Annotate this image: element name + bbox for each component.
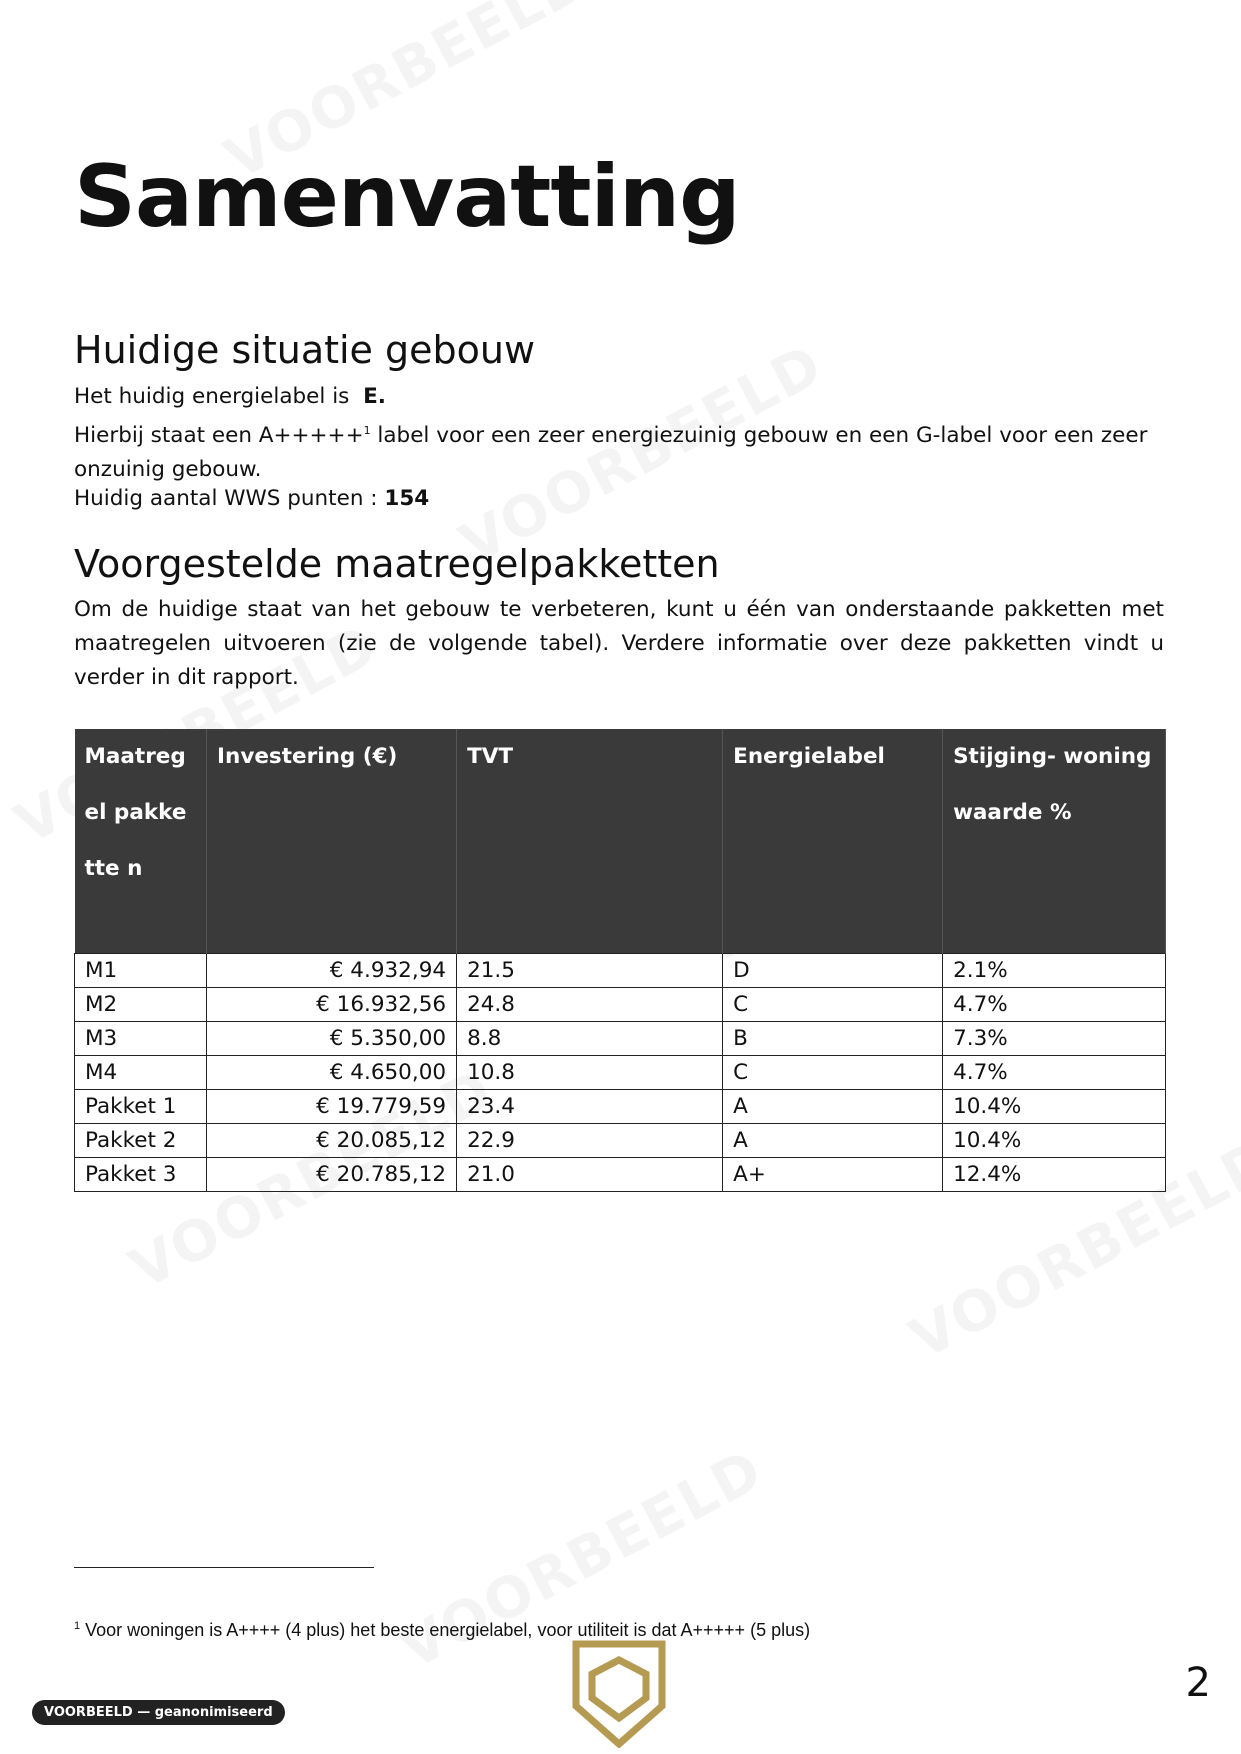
cell-package: Pakket 2: [75, 1124, 207, 1158]
cell-investment: € 16.932,56: [207, 988, 457, 1022]
cell-package: M2: [75, 988, 207, 1022]
cell-energylabel: A+: [723, 1158, 943, 1192]
footnote-text: Voor woningen is A++++ (4 plus) het beste energielabel, voor utiliteit is dat A+++++ (5 plus): [80, 1620, 811, 1640]
cell-package: M1: [75, 954, 207, 988]
cell-package: M3: [75, 1022, 207, 1056]
table-row: [75, 954, 1166, 988]
packages-intro: Om de huidige staat van het gebouw te verbeteren, kunt u één van onderstaande pakketten met maatregelen uitvoeren (zie de volgende tabel). Verdere informatie over deze pakketten vindt u verder in dit rapport.: [74, 597, 1164, 690]
page-number: 2: [1185, 1660, 1211, 1706]
cell-package: Pakket 1: [75, 1090, 207, 1124]
cell-package: M4: [75, 1056, 207, 1090]
cell-energylabel: A: [723, 1090, 943, 1124]
cell-investment: € 20.085,12: [207, 1124, 457, 1158]
cell-investment: € 5.350,00: [207, 1022, 457, 1056]
table-row: [75, 1056, 1166, 1090]
cell-energylabel: C: [723, 1056, 943, 1090]
cell-tvt: 10.8: [457, 1056, 723, 1090]
page-title: Samenvatting: [74, 147, 740, 247]
label-prefix: Het huidig energielabel is: [74, 384, 350, 409]
cell-package: Pakket 3: [75, 1158, 207, 1192]
cell-tvt: 21.5: [457, 954, 723, 988]
cell-tvt: 23.4: [457, 1090, 723, 1124]
cell-tvt: 21.0: [457, 1158, 723, 1192]
label-explanation-pre: Hierbij staat een A+++++: [74, 423, 364, 449]
example-badge: VOORBEELD — geanonimiseerd: [32, 1700, 285, 1725]
footnote: [74, 1620, 810, 1641]
table-row: [75, 1022, 1166, 1056]
table-row: [75, 988, 1166, 1022]
section-heading-packages: Voorgestelde maatregelpakketten: [74, 542, 720, 586]
section-heading-current: Huidige situatie gebouw: [74, 328, 536, 372]
table-header-row: [75, 729, 1166, 954]
cell-energylabel: D: [723, 954, 943, 988]
cell-tvt: 22.9: [457, 1124, 723, 1158]
current-label-line: [74, 380, 1164, 414]
cell-investment: € 20.785,12: [207, 1158, 457, 1192]
packages-table: [74, 729, 1166, 1192]
table-row: [75, 1158, 1166, 1192]
col-header-tvt: TVT: [457, 729, 723, 954]
footnote-divider: [74, 1567, 374, 1568]
wws-value: 154: [384, 486, 430, 511]
table-row: [75, 1124, 1166, 1158]
cell-energylabel: C: [723, 988, 943, 1022]
cell-energylabel: B: [723, 1022, 943, 1056]
cell-value-increase: 2.1%: [943, 954, 1166, 988]
cell-tvt: 24.8: [457, 988, 723, 1022]
wws-points-line: [74, 482, 1164, 516]
cell-value-increase: 4.7%: [943, 988, 1166, 1022]
wws-prefix: Huidig aantal WWS punten :: [74, 486, 378, 511]
col-header-value-increase: Stijging- woningwaarde %: [943, 729, 1166, 954]
table-row: [75, 1090, 1166, 1124]
company-logo-icon: [572, 1640, 666, 1748]
cell-value-increase: 10.4%: [943, 1124, 1166, 1158]
label-explanation-post: label voor een zeer energiezuinig gebouw en een G-label voor een zeer onzuinig gebouw.: [74, 423, 1148, 483]
cell-investment: € 4.932,94: [207, 954, 457, 988]
col-header-package: Maatreg el pakkette n: [75, 729, 207, 954]
col-header-investment: Investering (€): [207, 729, 457, 954]
cell-value-increase: 7.3%: [943, 1022, 1166, 1056]
cell-value-increase: 4.7%: [943, 1056, 1166, 1090]
cell-tvt: 8.8: [457, 1022, 723, 1056]
label-value: E.: [363, 384, 386, 409]
cell-value-increase: 12.4%: [943, 1158, 1166, 1192]
label-explanation: [74, 414, 1164, 487]
cell-energylabel: A: [723, 1124, 943, 1158]
cell-investment: € 19.779,59: [207, 1090, 457, 1124]
cell-investment: € 4.650,00: [207, 1056, 457, 1090]
footnote-number: 1: [74, 1620, 81, 1632]
footnote-ref[interactable]: 1: [363, 424, 371, 437]
col-header-energylabel: Energielabel: [723, 729, 943, 954]
cell-value-increase: 10.4%: [943, 1090, 1166, 1124]
